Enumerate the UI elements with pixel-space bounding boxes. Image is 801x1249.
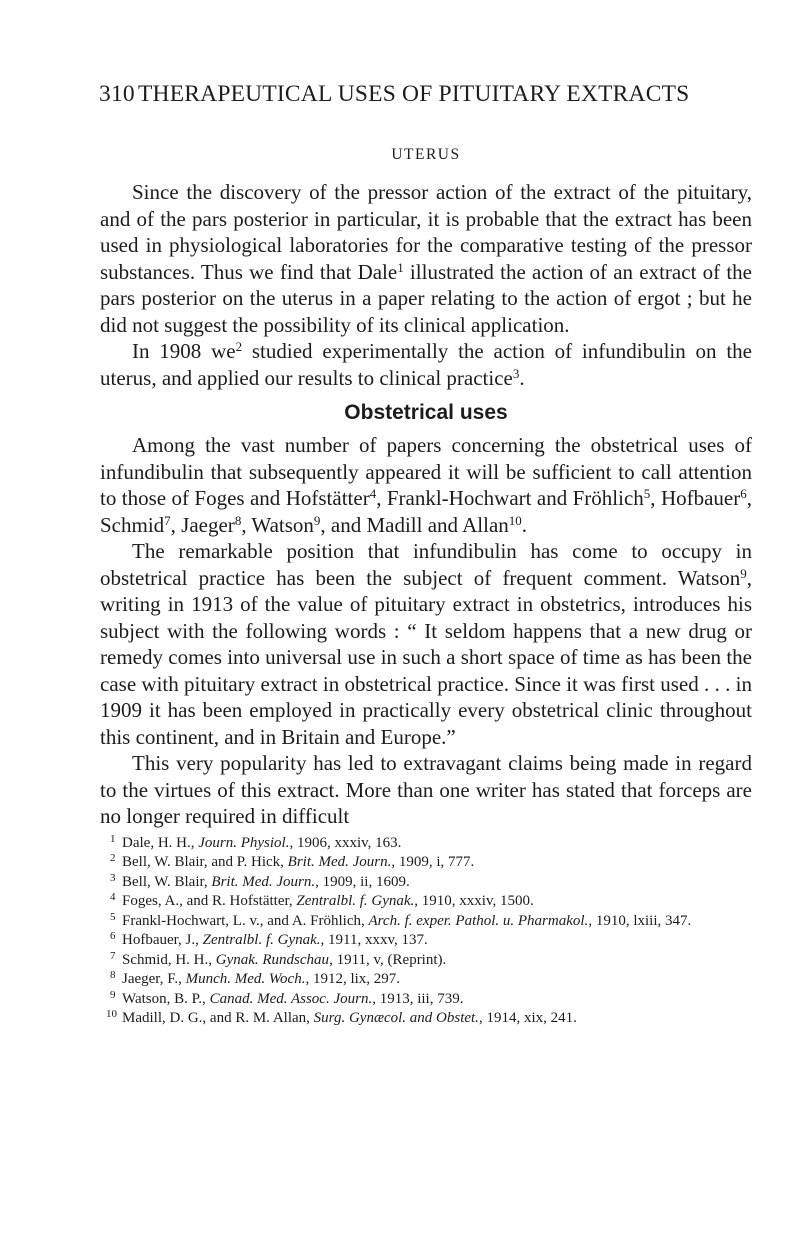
footnote-ref[interactable]: 6: [740, 486, 747, 501]
paragraph-obstetrical-papers: Among the vast number of papers concerning the obstetrical uses of infundibulin that subsequently appeared it will be sufficient to call attention to those of Foges and Hofstätter$^4$, Frankl-Hochwart and Fröhlich$^5$, Hofbauer$^6$, Schmid$^7$, Jaeger$^8$, Watson$^9$, and Madill and Allan$^{10}$.: [100, 433, 752, 537]
footnote-ref[interactable]: 4: [369, 486, 377, 501]
subheading-obstetrical-uses: Obstetrical uses: [344, 401, 508, 424]
footnote-ref[interactable]: 2: [235, 339, 243, 354]
footnote-ref[interactable]: 10: [508, 512, 522, 528]
running-title: THERAPEUTICAL USES OF PITUITARY EXTRACTS: [138, 81, 690, 107]
paragraph-watson-quote: The remarkable position that infundibulin has come to occupy in obstetrical practice has been the subject of frequent comment. Watson$^9$, writing in 1913 of the value of pituitary extract in obstetrics, introduces his subject with the following words : “ It seldom happens that a new drug or remedy comes into universal use in such a short space of time as has been the case with pituitary extract in obstetrical practice. Since it was first used . . . in 1909 it has been employed in practically every obstetrical clinic throughout this continent, and in Britain and Europe.”: [100, 539, 752, 749]
footnote-ref[interactable]: 5: [643, 486, 651, 501]
footnote: 5 Frankl-Hochwart, L. v., and A. Fröhlich, Arch. f. exper. Pathol. u. Pharmakol., 1910, lxiii, 347.: [110, 910, 692, 929]
footnotes: [100, 834, 752, 1029]
section-heading: UTERUS: [391, 146, 461, 163]
footnote-ref[interactable]: 7: [164, 512, 171, 528]
footnote: 3 Bell, W. Blair, Brit. Med. Journ., 1909, ii, 1609.: [110, 871, 410, 890]
footnote-ref[interactable]: 8: [234, 512, 242, 528]
running-head: [100, 73, 752, 113]
footnote: 10 Madill, D. G., and R. M. Allan, Surg. Gynæcol. and Obstet., 1914, xix, 241.: [106, 1008, 577, 1026]
footnote: 6 Hofbauer, J., Zentralbl. f. Gynak., 1911, xxxv, 137.: [110, 930, 428, 948]
footnote: 1 Dale, H. H., Journ. Physiol., 1906, xxxiv, 163.: [110, 832, 402, 851]
paragraph-popularity: This very popularity has led to extravagant claims being made in regard to the virtues of this extract. More than one writer has stated that forceps are no longer required in difficult: [100, 751, 752, 828]
book-page: [100, 73, 752, 1029]
footnote-ref[interactable]: 9: [313, 512, 321, 528]
footnote: 4 Foges, A., and R. Hofstätter, Zentralbl. f. Gynak., 1910, xxxiv, 1500.: [110, 891, 534, 909]
paragraph-uterus-intro: Since the discovery of the pressor action of the extract of the pituitary, and of the pars posterior in particular, it is probable that the extract has been used in physiological laboratories for the comparative testing of the pressor substances. Thus we find that Dale$^1$ illustrated the action of an extract of the pars posterior on the uterus in a paper relating to the action of ergot ; but he did not suggest the possibility of its clinical application.: [100, 180, 752, 337]
footnote: 7 Schmid, H. H., Gynak. Rundschau, 1911, v, (Reprint).: [110, 949, 447, 968]
paragraph-uterus-1908: In 1908 $we^2$ studied experimentally the action of infundibulin on the uterus, and applied our results to clinical practice$^3$.: [100, 339, 752, 390]
footnote-ref[interactable]: 3: [512, 365, 520, 381]
page-number: 310: [99, 81, 135, 107]
footnote: 2 Bell, W. Blair, and P. Hick, Brit. Med. Journ., 1909, i, 777.: [110, 852, 475, 870]
footnote-ref[interactable]: 1: [397, 259, 404, 275]
footnote-ref[interactable]: 9: [740, 565, 747, 581]
footnote: 9 Watson, B. P., Canad. Med. Assoc. Journ., 1913, iii, 739.: [110, 988, 464, 1007]
footnote: 8 Jaeger, F., Munch. Med. Woch., 1912, lix, 297.: [110, 969, 401, 987]
